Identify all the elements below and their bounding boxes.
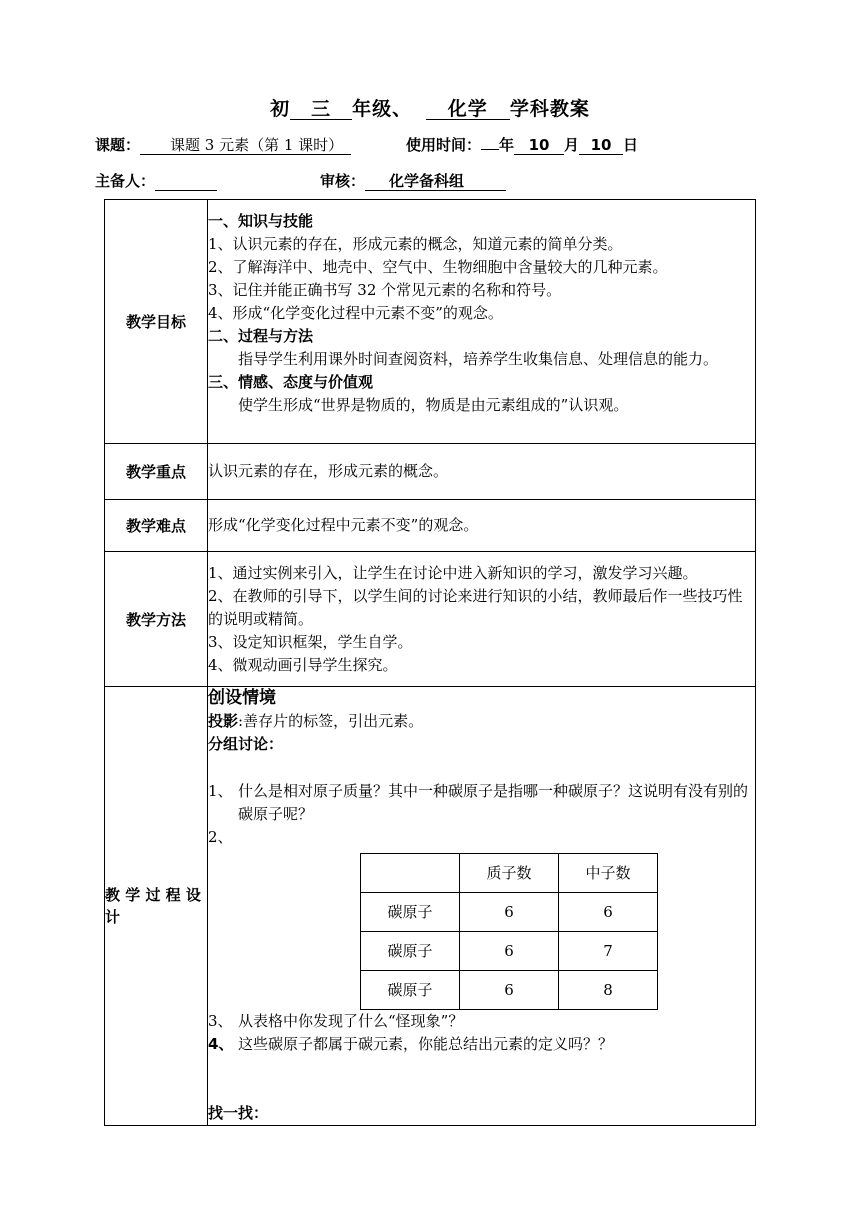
preparer-field [155,172,217,191]
question-2: 2、 [208,828,233,846]
table-row: 碳原子 6 6 [361,893,658,932]
reviewer-line: 审核： 化学备科组 [320,170,506,191]
row-process [105,687,756,1126]
row-difficulty [105,500,756,552]
subject-field: 化学 [426,99,510,120]
question-1: 1、 什么是相对原子质量？其中一种碳原子是指哪一种碳原子？这说明有没有别的碳原子呢？ [208,782,749,823]
grade-field: 三 [290,99,352,120]
carbon-atom-table [360,853,658,1010]
topic-field: 课题 3 元素（第 1 课时） [140,136,351,155]
key-content: 认识元素的存在，形成元素的概念。 [208,444,756,500]
topic-line: 课题： 课题 3 元素（第 1 课时） [95,134,351,155]
difficulty-content: 形成“化学变化过程中元素不变”的观念。 [208,500,756,552]
month-field: 10 [514,136,564,155]
question-4: 4、 这些碳原子都属于碳元素，你能总结出元素的定义吗？？ [208,1035,614,1053]
process-label: 教 学 过 程 设计 [105,687,208,1126]
table-row: 碳原子 6 7 [361,932,658,971]
question-3: 3、 从表格中你发现了什么“怪现象”？ [208,1012,464,1030]
day-field: 10 [579,136,623,155]
method-content: 1、通过实例来引入，让学生在讨论中进入新知识的学习，激发学习兴趣。 2、在教师的引导下，以学生间的讨论来进行知识的小结，教师最后作一些技巧性的说明或精简。 3、设定知识框架，学生自学。 4、微观动画引导学生探究。 [208,552,756,687]
table-row: 质子数 中子数 [361,854,658,893]
row-goals [105,200,756,444]
table-row: 碳原子 6 8 [361,971,658,1010]
row-key-points [105,444,756,500]
preparer-line: 主备人： [95,170,217,191]
row-method [105,552,756,687]
process-content: 创设情境 投影:善存片的标签，引出元素。 分组讨论： 1、 什么是相对原子质量？其中一种碳原子是指哪一种碳原子？这说明有没有别的碳原子呢？ 2、 质子数 中子数 碳原子 6 6 碳原子 6 7 碳原子 6 8 3、 从表格中你发现了什么“怪现象”？ 4、 这些碳原子都属于碳元素，你能总结出元素的定义吗？？ 找一找： [208,687,756,1126]
difficulty-label: 教学难点 [105,500,208,552]
time-line: 使用时间： 年 10 月 10 日 [406,136,639,154]
lesson-table [104,199,756,1126]
find-section: 找一找： [208,1104,269,1122]
reviewer-field: 化学备科组 [365,172,506,191]
goals-content: 一、知识与技能 1、认识元素的存在，形成元素的概念，知道元素的简单分类。 2、了解海洋中、地壳中、空气中、生物细胞中含量较大的几种元素。 3、记住并能正确书写 32 个常见元素的名称和符号。 4、形成“化学变化过程中元素不变”的观念。 二、过程与方法 指导学生利用课外时间查阅资料，培养学生收集信息、处理信息的能力。 三、情感、态度与价值观 使学生形成“世界是物质的，物质是由元素组成的”认识观。 [208,200,756,444]
method-label: 教学方法 [105,552,208,687]
page-title: 初 三 年级、 化学 学科教案 [270,98,590,120]
key-label: 教学重点 [105,444,208,500]
goals-label: 教学目标 [105,200,208,444]
